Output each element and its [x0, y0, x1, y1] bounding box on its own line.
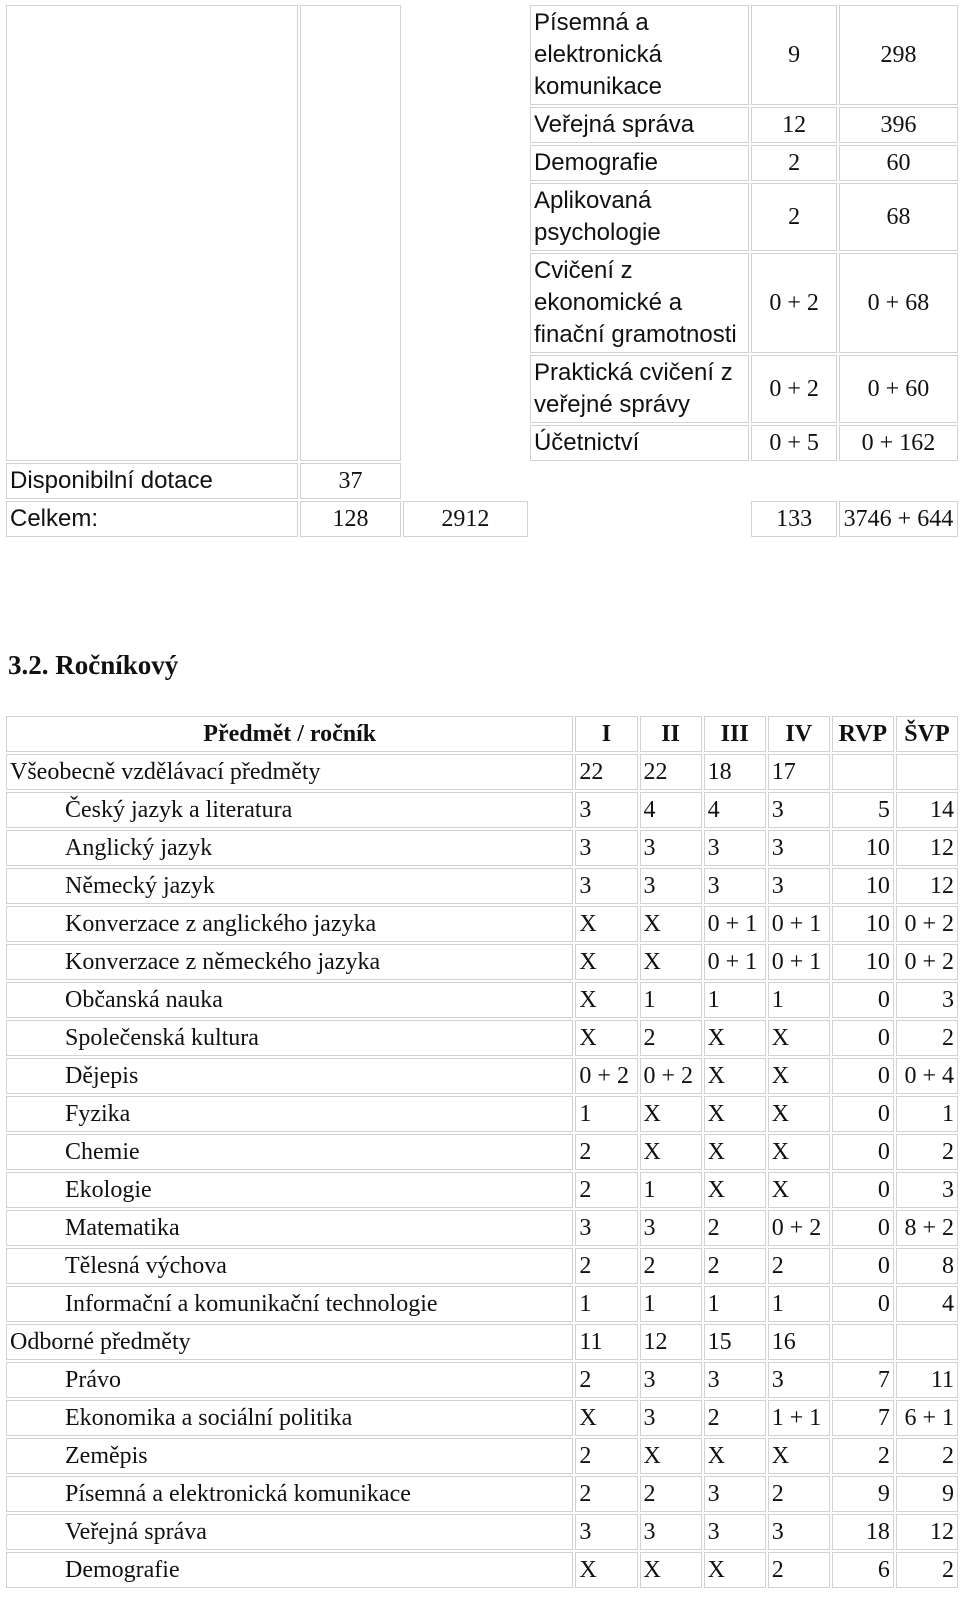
table-row-group [6, 1324, 958, 1360]
year-3-hours: 2 [704, 1248, 766, 1284]
year-4-hours: 3 [768, 1362, 830, 1398]
table-row [6, 1400, 958, 1436]
year-4-hours: X [768, 1134, 830, 1170]
year-4-hours: 0 + 1 [768, 906, 830, 942]
year-2-hours: 2 [640, 1020, 702, 1056]
year-4-hours: X [768, 1172, 830, 1208]
year-1-hours: 2 [575, 1476, 637, 1512]
year-1-hours: 1 [575, 1096, 637, 1132]
subject-name: Ekonomika a sociální politika [6, 1400, 573, 1436]
year-3-hours: 2 [704, 1210, 766, 1246]
year-4-hours: 3 [768, 1514, 830, 1550]
header-year-4: IV [768, 716, 830, 752]
header-subject: Předmět / ročník [6, 716, 573, 752]
table-row [6, 5, 958, 105]
year-3-hours: 0 + 1 [704, 906, 766, 942]
subject-name: Fyzika [6, 1096, 573, 1132]
header-row [6, 716, 958, 752]
hours-total: 0 + 60 [839, 355, 958, 423]
subject-name: Chemie [6, 1134, 573, 1170]
svp-hours [896, 754, 958, 790]
hours-weekly: 0 + 5 [751, 425, 837, 461]
year-4-hours: 1 + 1 [768, 1400, 830, 1436]
subject-name: Anglický jazyk [6, 830, 573, 866]
year-4-hours: X [768, 1438, 830, 1474]
year-4-hours: 2 [768, 1476, 830, 1512]
header-year-1: I [575, 716, 637, 752]
year-3-hours: 3 [704, 1362, 766, 1398]
year-1-hours: X [575, 1400, 637, 1436]
year-3-hours: 3 [704, 1476, 766, 1512]
year-3-hours: 4 [704, 792, 766, 828]
celkem-value-4: 3746 + 644 [839, 501, 958, 537]
rvp-hours: 10 [832, 868, 894, 904]
svp-hours: 2 [896, 1020, 958, 1056]
year-4-hours: X [768, 1096, 830, 1132]
rvp-hours: 7 [832, 1362, 894, 1398]
year-2-hours: 2 [640, 1476, 702, 1512]
empty-cell [300, 5, 400, 461]
year-3-hours: X [704, 1134, 766, 1170]
year-3-hours: X [704, 1438, 766, 1474]
rvp-hours [832, 754, 894, 790]
year-3-hours: X [704, 1096, 766, 1132]
year-1-hours: 2 [575, 1362, 637, 1398]
table-row [6, 792, 958, 828]
header-rvp: RVP [832, 716, 894, 752]
empty-cell [6, 5, 298, 461]
year-3-hours: X [704, 1552, 766, 1588]
header-svp: ŠVP [896, 716, 958, 752]
subject-name: Konverzace z německého jazyka [6, 944, 573, 980]
year-4-hours: 0 + 1 [768, 944, 830, 980]
rvp-hours [832, 1324, 894, 1360]
svp-hours: 1 [896, 1096, 958, 1132]
year-4-hours: 3 [768, 868, 830, 904]
rvp-hours: 9 [832, 1476, 894, 1512]
svp-hours: 0 + 2 [896, 906, 958, 942]
empty-cell [530, 463, 958, 499]
year-2-hours: 0 + 2 [640, 1058, 702, 1094]
year-2-hours: X [640, 1096, 702, 1132]
svp-hours: 6 + 1 [896, 1400, 958, 1436]
subject-name: Zeměpis [6, 1438, 573, 1474]
svp-hours: 0 + 2 [896, 944, 958, 980]
svp-hours: 2 [896, 1552, 958, 1588]
hours-weekly: 2 [751, 145, 837, 181]
year-3-hours: 1 [704, 1286, 766, 1322]
table-row [6, 1248, 958, 1284]
year-2-hours: 22 [640, 754, 702, 790]
subject-name: Matematika [6, 1210, 573, 1246]
subject-name: Český jazyk a literatura [6, 792, 573, 828]
celkem-value-2: 2912 [403, 501, 528, 537]
year-1-hours: 2 [575, 1248, 637, 1284]
hours-total: 298 [839, 5, 958, 105]
year-1-hours: 2 [575, 1134, 637, 1170]
year-1-hours: 3 [575, 1210, 637, 1246]
year-4-hours: 2 [768, 1248, 830, 1284]
year-2-hours: 12 [640, 1324, 702, 1360]
year-1-hours: X [575, 1020, 637, 1056]
year-1-hours: 2 [575, 1172, 637, 1208]
year-3-hours: 3 [704, 830, 766, 866]
year-1-hours: 3 [575, 868, 637, 904]
rvp-hours: 5 [832, 792, 894, 828]
svp-hours: 0 + 4 [896, 1058, 958, 1094]
disponibilni-value: 37 [300, 463, 400, 499]
subject-name: Cvičení z ekonomické a finační gramotnosti [530, 253, 749, 353]
disponibilni-label: Disponibilní dotace [6, 463, 298, 499]
year-1-hours: 22 [575, 754, 637, 790]
year-4-hours: 3 [768, 830, 830, 866]
year-2-hours: 3 [640, 1514, 702, 1550]
subject-name: Právo [6, 1362, 573, 1398]
year-3-hours: 3 [704, 1514, 766, 1550]
rvp-hours: 0 [832, 1096, 894, 1132]
table-row [6, 1210, 958, 1246]
subject-name: Veřejná správa [6, 1514, 573, 1550]
empty-cell [530, 501, 749, 537]
table-row [6, 1438, 958, 1474]
year-2-hours: X [640, 1438, 702, 1474]
table-row-group [6, 754, 958, 790]
year-3-hours: X [704, 1172, 766, 1208]
subject-name: Účetnictví [530, 425, 749, 461]
svp-hours: 3 [896, 982, 958, 1018]
rvp-hours: 0 [832, 1286, 894, 1322]
year-2-hours: 4 [640, 792, 702, 828]
year-1-hours: X [575, 1552, 637, 1588]
svp-hours: 3 [896, 1172, 958, 1208]
year-3-hours: 18 [704, 754, 766, 790]
year-4-hours: 3 [768, 792, 830, 828]
year-3-hours: 2 [704, 1400, 766, 1436]
year-3-hours: X [704, 1058, 766, 1094]
hours-weekly: 0 + 2 [751, 253, 837, 353]
table-row [6, 830, 958, 866]
section-heading: 3.2. Ročníkový [8, 650, 179, 680]
year-2-hours: 3 [640, 1210, 702, 1246]
year-2-hours: 1 [640, 1286, 702, 1322]
rvp-hours: 2 [832, 1438, 894, 1474]
table-row [6, 1134, 958, 1170]
svp-hours: 8 + 2 [896, 1210, 958, 1246]
year-3-hours: 15 [704, 1324, 766, 1360]
empty-cell [403, 5, 528, 499]
year-2-hours: 3 [640, 1400, 702, 1436]
year-2-hours: 3 [640, 868, 702, 904]
year-1-hours: X [575, 944, 637, 980]
rvp-hours: 6 [832, 1552, 894, 1588]
year-1-hours: 11 [575, 1324, 637, 1360]
subject-name: Demografie [530, 145, 749, 181]
year-4-hours: 16 [768, 1324, 830, 1360]
subject-name: Informační a komunikační technologie [6, 1286, 573, 1322]
subject-name: Dějepis [6, 1058, 573, 1094]
year-2-hours: 3 [640, 1362, 702, 1398]
subject-name: Tělesná výchova [6, 1248, 573, 1284]
year-2-hours: 3 [640, 830, 702, 866]
header-year-2: II [640, 716, 702, 752]
rvp-hours: 18 [832, 1514, 894, 1550]
table-row-celkem [6, 501, 958, 537]
year-2-hours: X [640, 906, 702, 942]
rvp-hours: 7 [832, 1400, 894, 1436]
subject-name: Společenská kultura [6, 1020, 573, 1056]
celkem-value-1: 128 [300, 501, 400, 537]
hours-total: 68 [839, 183, 958, 251]
subject-name: Demografie [6, 1552, 573, 1588]
svp-hours: 12 [896, 830, 958, 866]
celkem-label: Celkem: [6, 501, 298, 537]
table-row [6, 1096, 958, 1132]
year-4-hours: X [768, 1058, 830, 1094]
celkem-value-3: 133 [751, 501, 837, 537]
subject-name: Písemná a elektronická komunikace [530, 5, 749, 105]
svp-hours: 9 [896, 1476, 958, 1512]
year-3-hours: 3 [704, 868, 766, 904]
year-4-hours: 1 [768, 982, 830, 1018]
subject-name: Odborné předměty [6, 1324, 573, 1360]
year-2-hours: 1 [640, 982, 702, 1018]
svp-hours: 11 [896, 1362, 958, 1398]
svp-hours: 12 [896, 1514, 958, 1550]
subject-name: Německý jazyk [6, 868, 573, 904]
year-2-hours: 1 [640, 1172, 702, 1208]
curriculum-table [4, 714, 960, 1590]
hours-weekly: 2 [751, 183, 837, 251]
year-1-hours: 3 [575, 830, 637, 866]
hours-weekly: 9 [751, 5, 837, 105]
rvp-hours: 0 [832, 1058, 894, 1094]
year-2-hours: X [640, 944, 702, 980]
summary-table-top [4, 3, 960, 539]
year-4-hours: 0 + 2 [768, 1210, 830, 1246]
year-1-hours: 1 [575, 1286, 637, 1322]
table-row [6, 982, 958, 1018]
table-row [6, 1362, 958, 1398]
subject-name: Všeobecně vzdělávací předměty [6, 754, 573, 790]
table-row [6, 1514, 958, 1550]
year-1-hours: 2 [575, 1438, 637, 1474]
rvp-hours: 0 [832, 1134, 894, 1170]
hours-weekly: 12 [751, 107, 837, 143]
hours-total: 396 [839, 107, 958, 143]
rvp-hours: 10 [832, 906, 894, 942]
year-3-hours: X [704, 1020, 766, 1056]
hours-total: 0 + 68 [839, 253, 958, 353]
rvp-hours: 10 [832, 944, 894, 980]
subject-name: Veřejná správa [530, 107, 749, 143]
year-1-hours: 3 [575, 792, 637, 828]
year-4-hours: 1 [768, 1286, 830, 1322]
year-4-hours: 2 [768, 1552, 830, 1588]
year-1-hours: 3 [575, 1514, 637, 1550]
subject-name: Písemná a elektronická komunikace [6, 1476, 573, 1512]
subject-name: Konverzace z anglického jazyka [6, 906, 573, 942]
year-1-hours: X [575, 982, 637, 1018]
table-row [6, 1172, 958, 1208]
rvp-hours: 0 [832, 1172, 894, 1208]
year-2-hours: X [640, 1134, 702, 1170]
year-2-hours: 2 [640, 1248, 702, 1284]
subject-name: Praktická cvičení z veřejné správy [530, 355, 749, 423]
svp-hours: 8 [896, 1248, 958, 1284]
svp-hours: 2 [896, 1438, 958, 1474]
year-3-hours: 1 [704, 982, 766, 1018]
table-row [6, 1476, 958, 1512]
rvp-hours: 0 [832, 1020, 894, 1056]
subject-name: Občanská nauka [6, 982, 573, 1018]
subject-name: Aplikovaná psychologie [530, 183, 749, 251]
subject-name: Ekologie [6, 1172, 573, 1208]
table-row [6, 1552, 958, 1588]
svp-hours [896, 1324, 958, 1360]
year-3-hours: 0 + 1 [704, 944, 766, 980]
year-4-hours: X [768, 1020, 830, 1056]
svp-hours: 2 [896, 1134, 958, 1170]
hours-weekly: 0 + 2 [751, 355, 837, 423]
table-row [6, 944, 958, 980]
table-row [6, 1058, 958, 1094]
svp-hours: 12 [896, 868, 958, 904]
rvp-hours: 0 [832, 1210, 894, 1246]
rvp-hours: 10 [832, 830, 894, 866]
year-2-hours: X [640, 1552, 702, 1588]
hours-total: 60 [839, 145, 958, 181]
year-1-hours: X [575, 906, 637, 942]
summary-table-body [6, 5, 958, 537]
table-row [6, 1286, 958, 1322]
svp-hours: 4 [896, 1286, 958, 1322]
svp-hours: 14 [896, 792, 958, 828]
rvp-hours: 0 [832, 1248, 894, 1284]
hours-total: 0 + 162 [839, 425, 958, 461]
table-row [6, 906, 958, 942]
year-1-hours: 0 + 2 [575, 1058, 637, 1094]
rvp-hours: 0 [832, 982, 894, 1018]
curriculum-table-body [6, 754, 958, 1588]
header-year-3: III [704, 716, 766, 752]
table-row [6, 1020, 958, 1056]
year-4-hours: 17 [768, 754, 830, 790]
table-row [6, 868, 958, 904]
